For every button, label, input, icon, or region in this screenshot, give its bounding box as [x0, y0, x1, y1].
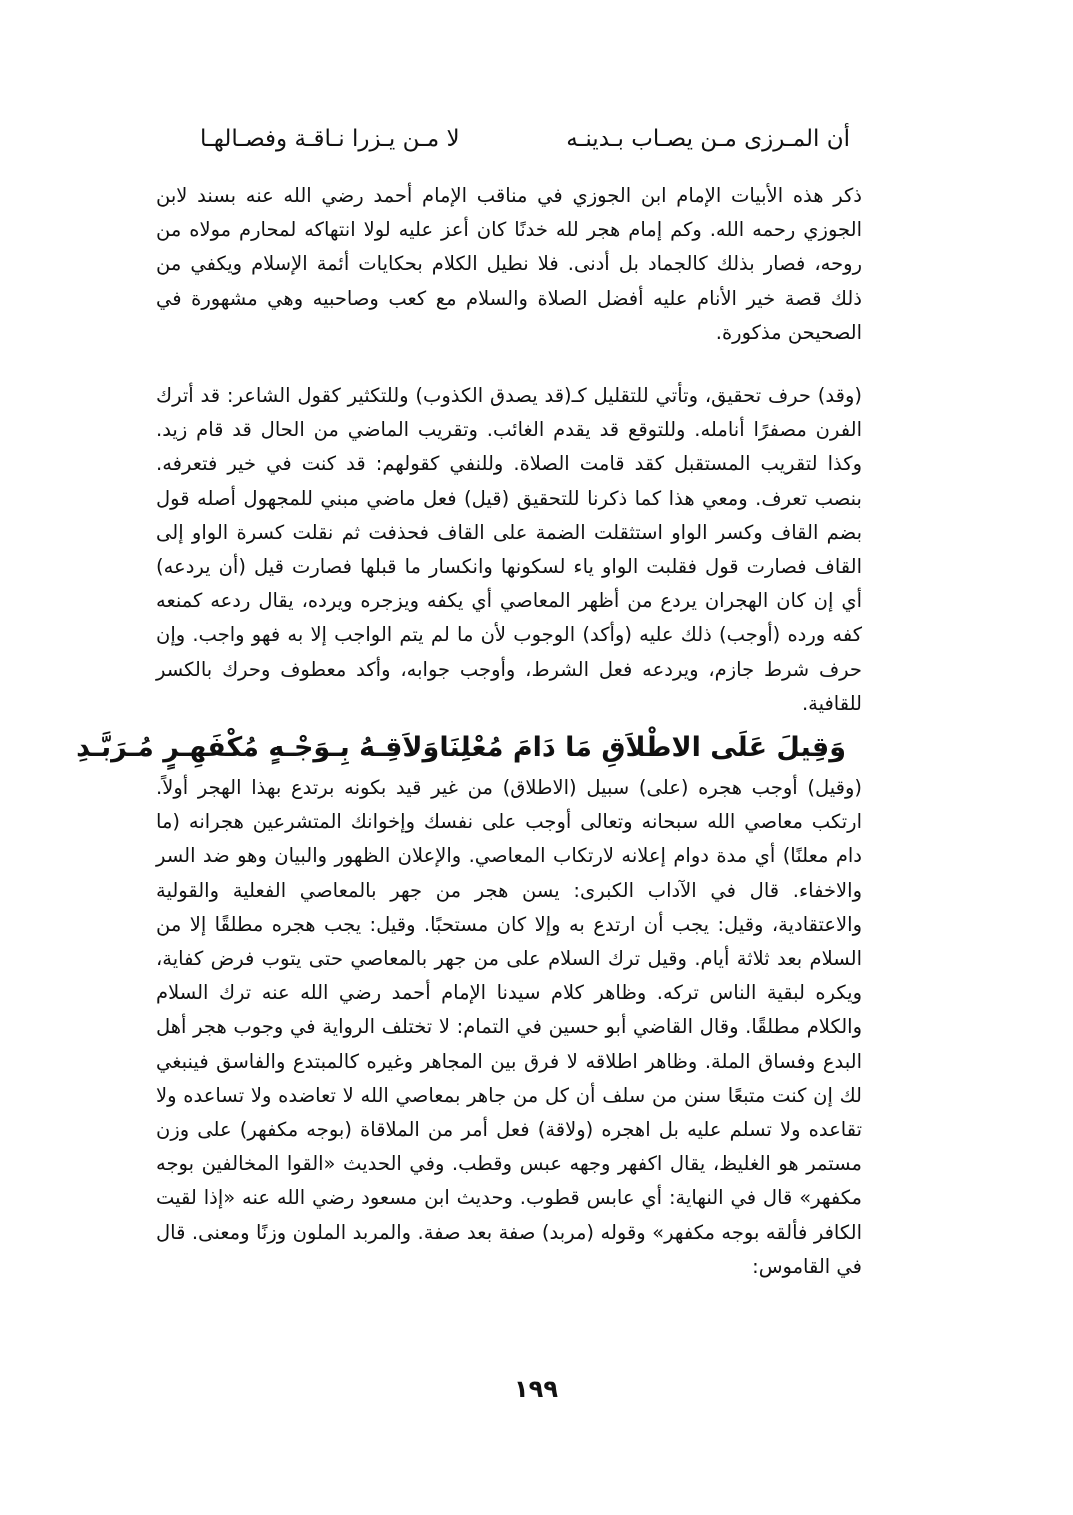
commentary-paragraph-1: ذكر هذه الأبيات الإمام ابن الجوزي في مناقب الإمام أحمد رضي الله عنه بسند لابن الجوزي رحمه الله. وكم إمام هجر لله خدنًا كان أعز عليه لولا انتهاكه لمحارم مولاه من روحه، فصار بذلك كالجماد بل أدنى. فلا نطيل الكلام بحكايات أئمة الإسلام ويكفي من ذلك قصة خير الأنام عليه أفضل الصلاة والسلام مع كعب وصاحبيه وهي مشهورة في الصحيحن مذكورة. [156, 184, 862, 344]
verse-1-second-hemistich: لا مـن يـزرا نـاقـة وفصـالهـا [200, 126, 460, 152]
page-number: ١٩٩ [514, 1375, 558, 1403]
verse-line-2 [76, 732, 846, 763]
verse-2-second-hemistich: وَلاَقِـهُ بِـوَجْـهٍ مُكْفَهِـرٍ مُـرَبَّـدِ [76, 732, 440, 763]
verse-2-first-hemistich: وَقِيلَ عَلَى الاطْلاَقِ مَا دَامَ مُعْلِنَا [439, 732, 846, 763]
verse-1-first-hemistich: أن المـرزى مـن يصـاب بـدينـه [566, 126, 850, 152]
verse-line-1 [200, 126, 850, 152]
commentary-paragraph-3: (وقيل) أوجب هجره (على) سبيل (الاطلاق) من غير قيد بكونه برتدع بهذا الهجر أولاً. ارتكب معاصي الله سبحانه وتعالى أوجب على نفسك وإخوانك المتشرعين هجرانه (ما دام معلنًا) أي مدة دوام إعلانه لارتكاب المعاصي. والإعلان الظهور والبيان وهو ضد السر والاخفاء. قال في الآداب الكبرى: يسن هجر من جهر بالمعاصي الفعلية والقولية والاعتقادية، وقيل: يجب أن ارتدع به وإلا كان مستحبًا. وقيل: يجب هجره مطلقًا إلا من السلام بعد ثلاثة أيام. وقيل ترك السلام على من جهر بالمعاصي حتى يتوب فرض كفاية، ويكره لبقية الناس تركه. وظاهر كلام سيدنا الإمام أحمد رضي الله عنه ترك السلام والكلام مطلقًا. وقال القاضي أبو حسين في التمام: لا تختلف الرواية في وجوب هجر أهل البدع وفساق الملة. وظاهر اطلاقه لا فرق بين المجاهر وغيره كالمبتدع والفاسق فينبغي لك إن كنت متبعًا سنن من سلف أن كل من جاهر بمعاصي الله لا تعاضده ولا تساعده ولا تقاعده ولا تسلم عليه بل اهجره (ولاقة) فعل أمر من الملاقاة (بوجه مكفهر) على وزن مستمر هو الغليظ، يقال اكفهر وجهه عبس وقطب. وفي الحديث «القوا المخالفين بوجه مكفهر» قال في النهاية: أي عابس قطوب. وحديث ابن مسعود رضي الله عنه «إذا لقيت الكافر فألقه بوجه مكفهر» وقوله (مربد) صفة بعد صفة. والمربد الملون وزنًا ومعنى. قال في القاموس: [156, 776, 862, 1278]
commentary-paragraph-2: (وقد) حرف تحقيق، وتأتي للتقليل كـ(قد يصدق الكذوب) وللتكثير كقول الشاعر: قد أترك الفرن مصفرًا أنامله. وللتوقع قد يقدم الغائب. وتقريب الماضي من الحال قد قام زيد. وكذا لتقريب المستقبل كقد قامت الصلاة. وللنفي كقولهم: قد كنت في خير فتعرفه. بنصب تعرف. ومعي هذا كما ذكرنا للتحقيق (قيل) فعل ماضي مبني للمجهول أصله قول بضم القاف وكسر الواو استثقلت الضمة على القاف فحذفت ثم نقلت كسرة الواو إلى القاف فصارت قول فقلبت الواو ياء لسكونها وانكسار ما قبلها فصارت قيل (أن يردعه) أي إن كان الهجران يردع من أظهر المعاصي أي يكفه ويزجره ويرده، يقال ردعه كمنعه كفه ورده (أوجب) ذلك عليه (وأكد) الوجوب لأن ما لم يتم الواجب إلا به فهو واجب. وإن حرف شرط جازم، ويردعه فعل الشرط، وأوجب جوابه، وأكد معطوف وحرك بالكسر للقافية. [156, 384, 862, 715]
